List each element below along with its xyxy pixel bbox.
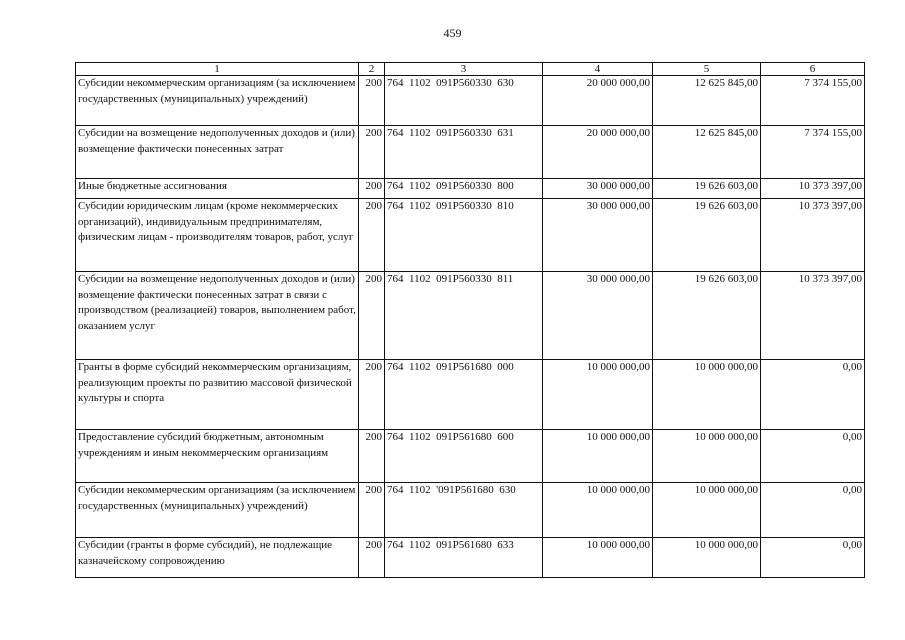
row-remaining: 7 374 155,00 (761, 76, 865, 126)
table-row (76, 199, 865, 272)
table-row (76, 430, 865, 483)
column-header-4: 4 (543, 63, 653, 76)
row-classification: 764 1102 091P561680 600 (385, 430, 543, 483)
column-header-5: 5 (653, 63, 761, 76)
row-name: Иные бюджетные ассигнования (76, 179, 359, 199)
row-approved: 10 000 000,00 (543, 360, 653, 430)
row-name: Предоставление субсидий бюджетным, автономным учреждениям и иным некоммерческим организациям (76, 430, 359, 483)
row-remaining: 0,00 (761, 538, 865, 578)
header-row (76, 63, 865, 76)
row-executed: 19 626 603,00 (653, 179, 761, 199)
row-code: 200 (359, 272, 385, 360)
row-classification: 764 1102 091P560330 631 (385, 126, 543, 179)
row-name: Субсидии некоммерческим организациям (за исключением государственных (муниципальных) учреждений) (76, 76, 359, 126)
table-row (76, 360, 865, 430)
row-approved: 10 000 000,00 (543, 538, 653, 578)
row-executed: 12 625 845,00 (653, 126, 761, 179)
row-name: Субсидии юридическим лицам (кроме некоммерческих организаций), индивидуальным предпринимателям, физическим лицам - производителям товаров, работ, услуг (76, 199, 359, 272)
row-code: 200 (359, 430, 385, 483)
column-header-2: 2 (359, 63, 385, 76)
row-executed: 12 625 845,00 (653, 76, 761, 126)
row-executed: 10 000 000,00 (653, 430, 761, 483)
row-classification: 764 1102 091P560330 810 (385, 199, 543, 272)
row-approved: 30 000 000,00 (543, 199, 653, 272)
table-row (76, 272, 865, 360)
row-approved: 30 000 000,00 (543, 179, 653, 199)
row-name: Субсидии на возмещение недополученных доходов и (или) возмещение фактически понесенных затрат (76, 126, 359, 179)
row-code: 200 (359, 76, 385, 126)
row-code: 200 (359, 483, 385, 538)
row-approved: 10 000 000,00 (543, 430, 653, 483)
column-header-3: 3 (385, 63, 543, 76)
table-row (76, 126, 865, 179)
row-remaining: 0,00 (761, 360, 865, 430)
table-row (76, 179, 865, 199)
row-approved: 10 000 000,00 (543, 483, 653, 538)
row-executed: 10 000 000,00 (653, 483, 761, 538)
row-classification: 764 1102 091P560330 630 (385, 76, 543, 126)
row-code: 200 (359, 360, 385, 430)
table-row (76, 483, 865, 538)
row-approved: 30 000 000,00 (543, 272, 653, 360)
row-classification: 764 1102 091P561680 633 (385, 538, 543, 578)
row-approved: 20 000 000,00 (543, 126, 653, 179)
row-code: 200 (359, 538, 385, 578)
row-name: Субсидии (гранты в форме субсидий), не подлежащие казначейскому сопровождению (76, 538, 359, 578)
row-classification: 764 1102 091P560330 800 (385, 179, 543, 199)
row-name: Субсидии на возмещение недополученных доходов и (или) возмещение фактически понесенных затрат в связи с производством (реализацией) товаров, выполнением работ, оказанием услуг (76, 272, 359, 360)
row-code: 200 (359, 179, 385, 199)
row-classification: 764 1102 091P560330 811 (385, 272, 543, 360)
budget-table (75, 62, 865, 578)
row-code: 200 (359, 126, 385, 179)
row-remaining: 0,00 (761, 430, 865, 483)
row-executed: 10 000 000,00 (653, 360, 761, 430)
row-remaining: 10 373 397,00 (761, 272, 865, 360)
row-remaining: 10 373 397,00 (761, 199, 865, 272)
row-name: Гранты в форме субсидий некоммерческим организациям, реализующим проекты по развитию массовой физической культуры и спорта (76, 360, 359, 430)
row-executed: 10 000 000,00 (653, 538, 761, 578)
row-name: Субсидии некоммерческим организациям (за исключением государственных (муниципальных) учреждений) (76, 483, 359, 538)
row-executed: 19 626 603,00 (653, 199, 761, 272)
row-code: 200 (359, 199, 385, 272)
row-classification: 764 1102 '091P561680 630 (385, 483, 543, 538)
row-classification: 764 1102 091P561680 000 (385, 360, 543, 430)
table-row (76, 538, 865, 578)
row-executed: 19 626 603,00 (653, 272, 761, 360)
row-approved: 20 000 000,00 (543, 76, 653, 126)
column-header-6: 6 (761, 63, 865, 76)
table-row (76, 76, 865, 126)
row-remaining: 7 374 155,00 (761, 126, 865, 179)
row-remaining: 10 373 397,00 (761, 179, 865, 199)
page-number: 459 (443, 26, 462, 40)
column-header-1: 1 (76, 63, 359, 76)
row-remaining: 0,00 (761, 483, 865, 538)
